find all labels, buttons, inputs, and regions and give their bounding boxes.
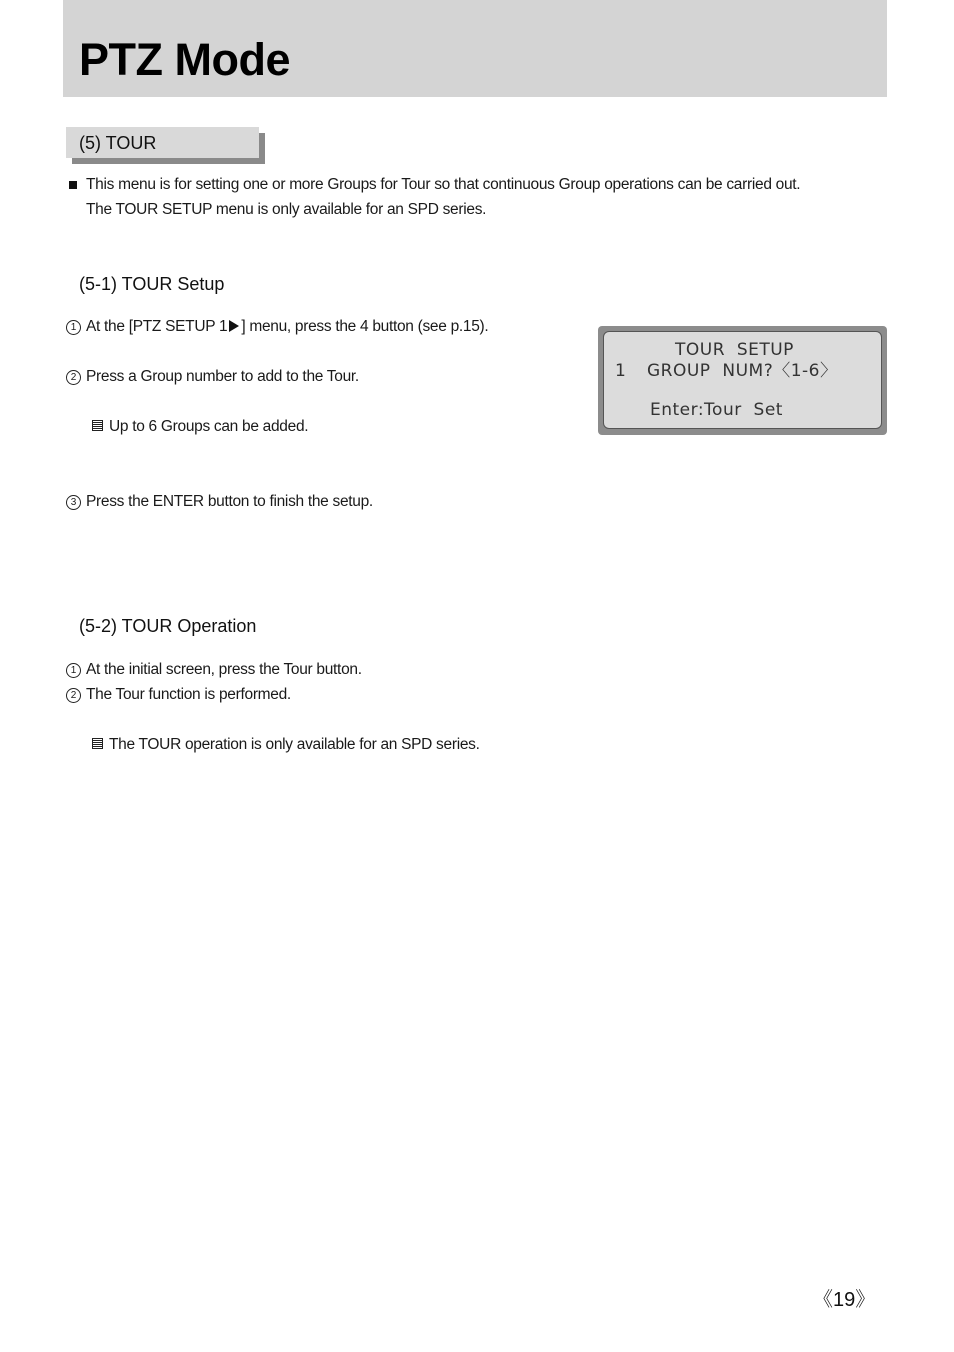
step-number-icon: 1 <box>66 663 81 678</box>
section-tab <box>66 127 259 158</box>
osd-line-2-number: 1 <box>615 361 627 381</box>
step-number-icon: 2 <box>66 688 81 703</box>
page-title: PTZ Mode <box>79 34 290 85</box>
setup-step-1-text-before: At the [PTZ SETUP 1 <box>86 318 228 335</box>
note-icon <box>92 420 103 431</box>
operation-note-text: The TOUR operation is only available for an SPD series. <box>109 736 480 753</box>
setup-step-2-text: Press a Group number to add to the Tour. <box>86 368 359 385</box>
setup-step-1-text-after: ] menu, press the 4 button (see p.15). <box>241 318 489 335</box>
osd-screen <box>598 326 887 435</box>
intro-line-2: The TOUR SETUP menu is only available for an SPD series. <box>86 201 487 218</box>
setup-step-3 <box>66 492 373 512</box>
play-triangle-icon <box>229 320 239 332</box>
setup-step-3-text: Press the ENTER button to finish the setup. <box>86 493 373 510</box>
operation-heading: (5-2) TOUR Operation <box>79 616 257 636</box>
bullet-square-icon <box>69 181 77 189</box>
operation-step-1 <box>66 660 362 680</box>
section-tab-label: (5) TOUR <box>79 133 157 153</box>
step-number-icon: 1 <box>66 320 81 335</box>
osd-line-2: GROUP NUM?〈1-6〉 <box>647 361 838 381</box>
step-number-icon: 2 <box>66 370 81 385</box>
setup-heading: (5-1) TOUR Setup <box>79 274 225 294</box>
osd-line-1: TOUR SETUP <box>675 340 794 360</box>
operation-step-2-text: The Tour function is performed. <box>86 686 291 703</box>
operation-note <box>92 735 480 755</box>
setup-step-2 <box>66 367 359 387</box>
operation-step-2 <box>66 685 291 705</box>
setup-step-1 <box>66 317 488 337</box>
setup-note-text: Up to 6 Groups can be added. <box>109 418 309 435</box>
setup-note <box>92 417 308 437</box>
intro-line-1: This menu is for setting one or more Groups for Tour so that continuous Group operations can be carried out. <box>86 176 801 193</box>
step-number-icon: 3 <box>66 495 81 510</box>
operation-step-1-text: At the initial screen, press the Tour button. <box>86 661 362 678</box>
note-icon <box>92 738 103 749</box>
osd-screen-panel <box>603 331 882 429</box>
page-number: 《19》 <box>813 1289 876 1311</box>
osd-line-3: Enter:Tour Set <box>650 400 783 420</box>
header-band <box>63 0 887 97</box>
